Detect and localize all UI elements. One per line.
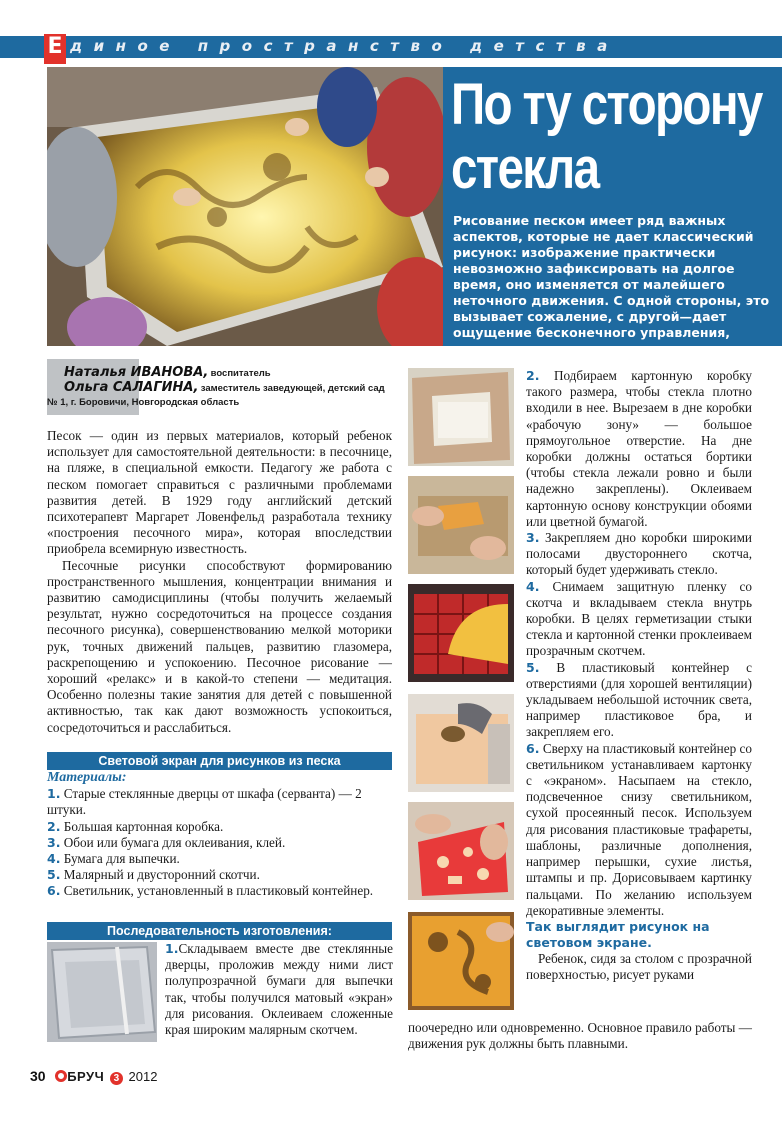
hero-photo	[47, 67, 443, 346]
step-text: В пластиковый контейнер с отверстиями (для хорошей вентиляции) укладываем небольшой источник света, например пластиковое бра, и закрепляем его.	[526, 659, 752, 740]
step-text: Снимаем защитную пленку со скотча и вкладываем стекла внутрь коробки. В целях герметизации стыки стекла и картонной стенки проклеиваем прозрачным скотчем.	[526, 578, 752, 659]
materials-list	[47, 770, 392, 900]
header-badge-letter: Е	[47, 34, 63, 59]
step-5	[526, 660, 752, 741]
materials-heading: Материалы:	[47, 770, 127, 785]
intro-paragraph-2: Песочные рисунки способствуют формированию пространственного мышления, концентрации внимания и развитию самодисциплины (чтобы получить желаемый результат, нужно сосредоточиться на процессе создания песочного рисунка), совершенствованию мелкой моторики рук, точных движений пальцев, развитию глазомера, раскрепощению и успокоению. Песочное рисование — хороший «релакс» и в какой-то степени — медитация. Особенно полезны такие занятия для детей с повышенной активностью, так как дают возможность успокоиться, сосредоточиться и расслабиться.	[47, 557, 392, 735]
materials-item-text: Светильник, установленный в пластиковый контейнер.	[63, 883, 374, 899]
step-text: Сверху на пластиковый контейнер со светильником устанавливаем картонку с «экраном». Насыпаем на стекло, подсвеченное снизу светильником, сухой просеянный песок. Используем для рисования пластиковые трафареты, шаблоны, различные дополнения, например перышки, сухие листья, штампы и пр. Дорисовываем картинку пальцами. По желанию используем декоративные элементы.	[526, 740, 752, 918]
steps-column	[526, 368, 752, 983]
materials-item-text: Бумага для выпечки.	[63, 851, 180, 867]
section-heading-screen: Световой экран для рисунков из песка	[47, 752, 392, 770]
author-role-2: заместитель заведующей, детский сад	[200, 383, 385, 394]
step4-photo-art	[408, 584, 514, 682]
materials-item-number: 1.	[47, 786, 61, 802]
section-heading-sequence: Последовательность изготовления:	[47, 922, 392, 940]
materials-item-text: Старые стеклянные дверцы от шкафа (серванта) — 2 штуки.	[47, 786, 362, 818]
materials-item-number: 4.	[47, 851, 61, 867]
article-lead: Рисование песком имеет ряд важных аспектов, которые не дает классический рисунок: изображение практически невозможно зафиксировать на долгое время, оно изменяется от малейшего неточного движения. С одной стороны, это вызывает сожаление, с другой—дает ощущение бесконечного управления, владения материалом	[453, 213, 770, 356]
step-6	[526, 741, 752, 919]
step6-photo	[408, 802, 514, 900]
step2-photo-art	[408, 368, 514, 466]
step-3	[526, 530, 752, 579]
step-number: 3.	[526, 530, 540, 546]
materials-item-text: Большая картонная коробка.	[63, 818, 224, 834]
step-number: 6.	[526, 740, 540, 756]
issue-number: 3	[110, 1072, 123, 1085]
materials-item	[47, 819, 392, 835]
step1-photo-art	[47, 942, 157, 1042]
brand-o-icon	[55, 1070, 67, 1082]
materials-item-number: 2.	[47, 818, 61, 834]
step3-photo	[408, 476, 514, 574]
materials-item	[47, 786, 392, 818]
materials-item	[47, 883, 392, 899]
author-name-1: Наталья ИВАНОВА,	[64, 365, 209, 380]
magazine-brand: БРУЧ	[67, 1069, 105, 1084]
article-title	[451, 72, 762, 201]
materials-item	[47, 835, 392, 851]
materials-item	[47, 851, 392, 867]
author-role-1: воспитатель	[210, 368, 271, 379]
step6-photo-art	[408, 802, 514, 900]
step-2	[526, 368, 752, 530]
author-byline	[47, 365, 404, 410]
result-subheading: Так выглядит рисунок на световом экране.	[526, 918, 710, 950]
step-text: Подбираем картонную коробку такого размера, чтобы стекла плотно входили в нее. Вырезаем в дне коробки «рабочую зону» — большое прямоугольное отверстие. На дне коробки должны остаться бортики (чтобы стекла лежали ровно и были надежно закреплены). Оклеиваем картонную основу конструкции обоями или цветной бумагой.	[526, 368, 753, 529]
page-number: 30	[30, 1068, 46, 1084]
result-photo	[408, 912, 514, 1010]
article-title-line2: стекла	[451, 136, 599, 201]
step1-photo	[47, 942, 157, 1042]
step2-photo	[408, 368, 514, 466]
author-place: № 1, г. Боровичи, Новгородская область	[47, 397, 240, 408]
title-panel	[443, 67, 782, 356]
materials-item-number: 5.	[47, 867, 61, 883]
hero-photo-art	[47, 67, 443, 346]
author-name-2: Ольга САЛАГИНА,	[64, 380, 199, 395]
step-1	[165, 941, 393, 1038]
step4-photo	[408, 584, 514, 682]
materials-item-text: Обои или бумага для оклеивания, клей.	[63, 834, 286, 850]
page-footer	[30, 1068, 157, 1085]
step-number: 2.	[526, 368, 540, 383]
materials-item-number: 6.	[47, 883, 61, 899]
step-4	[526, 579, 752, 660]
header-rubric: диное пространство детства	[70, 37, 619, 55]
step-number: 5.	[526, 659, 540, 675]
step3-photo-art	[408, 476, 514, 574]
step-text: Закрепляем дно коробки широкими полосами двустороннего скотча, который будет удерживать стекло.	[526, 530, 752, 578]
article-title-line1: По ту сторону	[451, 72, 762, 137]
issue-year: 2012	[128, 1069, 158, 1084]
result-text-end: поочередно или одновременно. Основное правило работы — движения рук должны быть плавными.	[408, 1020, 752, 1052]
intro-text	[47, 428, 392, 736]
step5-photo-art	[408, 694, 514, 792]
step-number: 4.	[526, 578, 540, 594]
step-number: 1.	[165, 941, 179, 956]
materials-item-number: 3.	[47, 834, 61, 850]
materials-item	[47, 867, 392, 883]
result-text-start: Ребенок, сидя за столом с прозрачной поверхностью, рисует руками	[526, 950, 752, 983]
result-photo-art	[408, 912, 514, 1010]
step-text: Складываем вместе две стеклянные дверцы, проложив между ними лист полупрозрачной бумаги для выпечки так, чтобы получился матовый «экран» для рисования. Оклеиваем сложенные края широким малярным скотчем.	[165, 941, 393, 1038]
intro-paragraph-1: Песок — один из первых материалов, который ребенок использует для самостоятельной деятельности: в песочнице, на пляже, в специальной емкости. Педагогу же работа с песком помогает справиться с различными проблемами развития детей. В 1929 году английский детский психотерапевт Маргарет Ловенфельд разработала технику «построения песочного мира», которая впоследствии приобрела всемирную известность.	[47, 428, 392, 557]
materials-item-text: Малярный и двусторонний скотчи.	[63, 867, 260, 883]
step5-photo	[408, 694, 514, 792]
